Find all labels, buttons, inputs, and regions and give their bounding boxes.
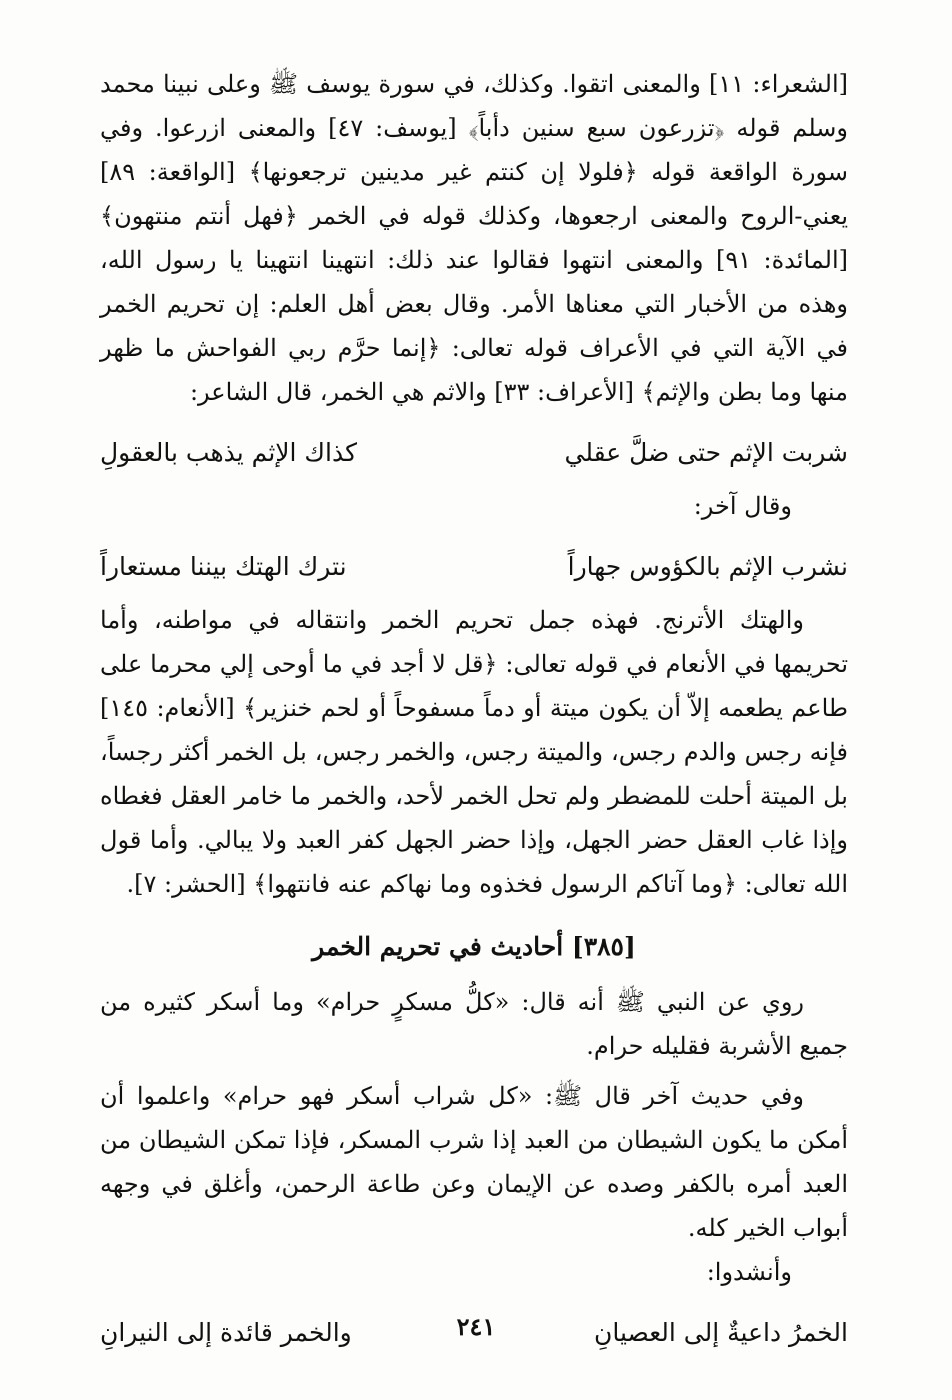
page-number: ٢٤١	[456, 1312, 496, 1341]
verse-intro: وأنشدوا:	[706, 1258, 792, 1286]
poem-verse	[100, 542, 848, 592]
paragraph: والهتك الأترنج. فهذه جمل تحريم الخمر وانتقاله في مواطنه، وأما تحريمها في الأنعام في قوله تعالى: ﴿قل لا أجد في ما أوحى إلي محرما على طاعم يطعمه إلاّ أن يكون ميتة أو دماً مسفوحاً أو لحم خنزير﴾ [الأنعام: ١٤٥] فإنه رجس والدم رجس، والميتة رجس، والخمر رجس، بل الخمر أكثر رجساً، بل الميتة أحلت للمضطر ولم تحل الخمر لأحد، والخمر ما خامر العقل فغطاه وإذا غاب العقل حضر الجهل، وإذا حضر الجهل كفر العبد ولا يبالي. وأما قول الله تعالى: ﴿وما آتاكم الرسول فخذوه وما نهاكم عنه فانتهوا﴾ [الحشر: ٧].	[100, 606, 848, 898]
paragraph: [الشعراء: ١١] والمعنى اتقوا. وكذلك، في سورة يوسف ﷺ وعلى نبينا محمد وسلم قوله ﴿تزرعون سبع سنين دأباً﴾ [يوسف: ٤٧] والمعنى ازرعوا. وفي سورة الواقعة قوله ﴿فلولا إن كنتم غير مدينين ترجعونها﴾ [الواقعة: ٨٩] يعني-الروح والمعنى ارجعوها، وكذلك قوله في الخمر ﴿فهل أنتم منتهون﴾ [المائدة: ٩١] والمعنى انتهوا فقالوا عند ذلك: انتهينا انتهينا يا رسول الله، وهذه من الأخبار التي معناها الأمر. وقال بعض أهل العلم: إن تحريم الخمر في الآية التي في الأعراف قوله تعالى: ﴿إنما حرَّم ربي الفواحش ما ظهر منها وما بطن والإثم﴾ [الأعراف: ٣٣] والاثم هي الخمر، قال الشاعر:	[100, 70, 848, 406]
section-heading: [٣٨٥] أحاديث في تحريم الخمر	[312, 932, 636, 961]
verse-second-hemistich: نترك الهتك بيننا مستعاراً	[100, 552, 347, 581]
paragraph: وفي حديث آخر قال ﷺ: «كل شراب أسكر فهو حرام» واعلموا أن أمكن ما يكون الشيطان من العبد إذا شرب المسكر، فإذا تمكن الشيطان من العبد أمره بالكفر وصده عن الإيمان وعن طاعة الرحمن، وأغلق في وجهه أبواب الخير كله.	[100, 1082, 848, 1242]
paragraph: روي عن النبي ﷺ أنه قال: «كلُّ مسكرٍ حرام» وما أسكر كثيره من جميع الأشربة فقليله حرام.	[100, 988, 848, 1060]
verse-first-hemistich: شربت الإثم حتى ضلَّ عقلي	[564, 438, 848, 467]
verse-second-hemistich: كذاك الإثم يذهب بالعقولِ	[100, 438, 358, 467]
poem-verse	[100, 428, 848, 478]
verse-second-hemistich: والخمر قائدة إلى النيرانِ	[100, 1318, 352, 1347]
verse-intro: وقال آخر:	[693, 492, 792, 520]
verse-first-hemistich: نشرب الإثم بالكؤوس جهاراً	[567, 552, 848, 581]
section-verses-interpretation	[100, 62, 848, 906]
verse-first-hemistich: الخمرُ داعيةٌ إلى العصيانِ	[594, 1318, 848, 1347]
section-hadiths	[100, 924, 848, 1358]
